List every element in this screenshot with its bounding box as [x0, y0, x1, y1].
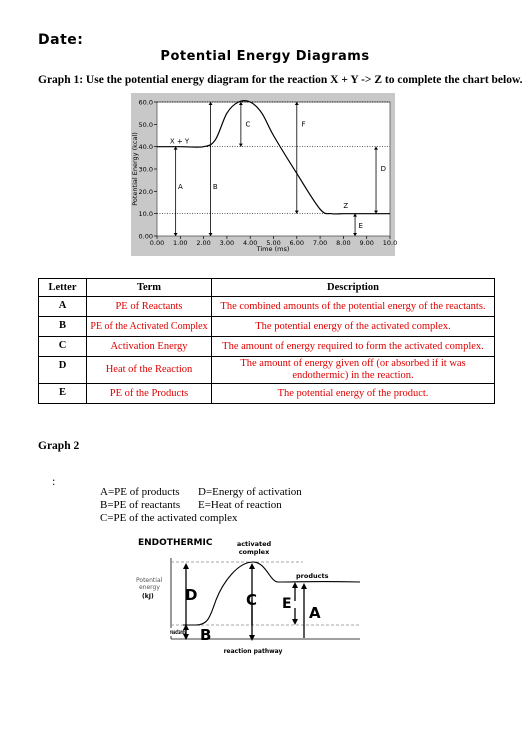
diagram-title: ENDOTHERMIC — [138, 538, 213, 548]
graph1-instruction: Graph 1: Use the potential energy diagram for the reaction X + Y -> Z to complete the chart below. — [38, 74, 523, 86]
table-row — [39, 317, 495, 337]
legend-item: A=PE of products — [100, 486, 180, 498]
row-description: The potential energy of the product. — [212, 384, 495, 404]
endothermic-curve — [183, 562, 360, 625]
header-description: Description — [212, 279, 495, 297]
header-letter: Letter — [39, 279, 87, 297]
row-letter: A — [39, 297, 87, 317]
letter-e: E — [282, 596, 292, 612]
row-description: The amount of energy required to form the activated complex. — [212, 337, 495, 357]
row-term: Activation Energy — [87, 337, 212, 357]
y-tick-label: 60.0 — [138, 98, 153, 107]
y-tick-label: 0.00 — [138, 232, 153, 241]
header-term: Term — [87, 279, 212, 297]
answer-table — [38, 278, 495, 404]
y-axis-label: Potential Energy (kcal) — [131, 132, 139, 206]
row-description: The potential energy of the activated complex. — [212, 317, 495, 337]
x-label: reaction pathway — [223, 648, 283, 655]
row-term: PE of the Products — [87, 384, 212, 404]
endothermic-diagram — [128, 532, 368, 664]
graph2-colon: : — [52, 474, 56, 488]
graph1-chart — [131, 93, 398, 256]
activated-complex-label: activated — [236, 540, 272, 548]
letter-b: B — [200, 626, 212, 644]
row-description: The amount of energy given off (or absorbed if it was endothermic) in the reaction. — [212, 357, 495, 384]
table-row — [39, 384, 495, 404]
table-row — [39, 337, 495, 357]
table-row — [39, 297, 495, 317]
legend-item: D=Energy of activation — [198, 486, 302, 498]
y-tick-label: 30.0 — [138, 165, 153, 174]
label-f: F — [301, 120, 306, 129]
x-tick-label: 1.00 — [173, 239, 188, 247]
x-tick-label: 2.00 — [196, 239, 211, 247]
row-term: PE of the Activated Complex — [87, 317, 212, 337]
letter-a: A — [309, 604, 321, 622]
row-letter: C — [39, 337, 87, 357]
page-title: Potential Energy Diagrams — [160, 49, 370, 64]
row-description: The combined amounts of the potential energy of the reactants. — [212, 297, 495, 317]
legend-row — [100, 486, 302, 499]
graph2-legend — [100, 486, 302, 525]
label-a: A — [177, 183, 183, 192]
label-xy: X + Y — [169, 137, 190, 146]
activated-complex-label-line2: complex — [238, 548, 270, 556]
x-tick-label: 8.00 — [336, 239, 351, 247]
x-tick-label: 6.00 — [289, 239, 305, 247]
legend-row — [100, 499, 302, 512]
y-tick-label: 20.0 — [138, 187, 153, 196]
letter-c: C — [246, 591, 258, 609]
label-c: C — [245, 120, 251, 129]
x-tick-label: 10.0 — [382, 239, 398, 247]
products-label: products — [296, 572, 329, 580]
graph2-title: Graph 2 — [38, 440, 80, 452]
y-label-line1: Potential — [136, 577, 163, 584]
label-z: Z — [343, 202, 349, 211]
row-term: PE of Reactants — [87, 297, 212, 317]
x-tick-label: 9.00 — [359, 239, 374, 247]
x-tick-label: 3.00 — [219, 239, 235, 247]
legend-row — [100, 512, 302, 525]
label-b: B — [212, 183, 218, 192]
reactants-label: reactants — [170, 629, 187, 636]
y-tick-label: 10.0 — [138, 210, 153, 219]
date-label: Date: — [38, 32, 84, 48]
x-tick-label: 4.00 — [242, 239, 258, 247]
y-tick-label: 50.0 — [138, 120, 153, 129]
legend-item: E=Heat of reaction — [198, 499, 282, 511]
legend-item: C=PE of the activated complex — [100, 512, 238, 524]
x-axis-label: Time (ms) — [256, 245, 290, 253]
x-tick-label: 7.00 — [312, 239, 328, 247]
row-term: Heat of the Reaction — [87, 357, 212, 384]
row-letter: E — [39, 384, 87, 404]
x-tick-label: 0.00 — [149, 239, 165, 247]
legend-item: B=PE of reactants — [100, 499, 181, 511]
y-label-line2: energy — [139, 584, 160, 591]
table-row — [39, 357, 495, 384]
row-letter: D — [39, 357, 87, 384]
y-tick-label: 40.0 — [138, 143, 153, 152]
letter-d: D — [185, 586, 198, 604]
y-label-line3: (kJ) — [142, 593, 154, 600]
x-tick-label: 5.00 — [266, 239, 281, 247]
label-e: E — [358, 222, 363, 231]
label-d: D — [380, 165, 387, 174]
row-letter: B — [39, 317, 87, 337]
